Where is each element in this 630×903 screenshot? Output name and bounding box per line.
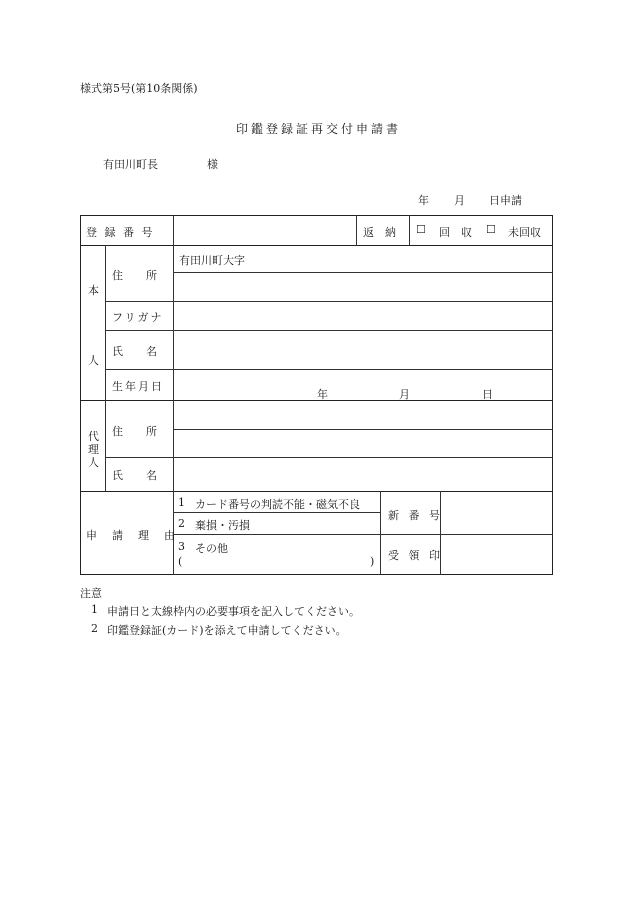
principal-address-label: 住 所: [112, 269, 163, 282]
agent-address-field[interactable]: [176, 403, 550, 455]
agent-name-field[interactable]: [176, 460, 550, 488]
new-number-field[interactable]: [443, 494, 550, 531]
furigana-field[interactable]: [176, 303, 550, 328]
furigana-label: フリガナ: [112, 311, 164, 324]
new-number-label: 新 番 号: [388, 509, 443, 522]
principal-address-prefill: 有田川町大字: [179, 254, 245, 267]
principal-address-field[interactable]: [176, 273, 550, 299]
birthdate-label: 生年月日: [112, 380, 164, 393]
checkbox-collected[interactable]: ☐: [416, 223, 426, 236]
date-day-label: 日申請: [489, 194, 522, 207]
notes-heading: 注意: [80, 587, 102, 600]
principal-label-bottom: 人: [88, 354, 99, 367]
agent-label-1: 代: [88, 430, 99, 443]
other-reason-paren-open: (: [178, 555, 183, 568]
other-reason-paren-close: ): [370, 555, 375, 568]
honorific: 様: [207, 158, 218, 171]
agent-label-3: 人: [88, 456, 99, 469]
registration-number-field[interactable]: [176, 218, 352, 242]
principal-name-label: 氏 名: [112, 345, 163, 358]
agent-address-label: 住 所: [112, 425, 163, 438]
principal-name-field[interactable]: [176, 332, 550, 366]
note-1-num: 1: [91, 603, 98, 616]
other-reason-field[interactable]: [186, 553, 366, 571]
agent-name-label: 氏 名: [112, 469, 163, 482]
return-label: 返 納: [363, 226, 396, 239]
birthdate-day-label: 日: [482, 388, 493, 401]
reason-option-3-num: 3: [178, 540, 185, 553]
reason-option-1-num: 1: [178, 496, 185, 509]
checkbox-not-collected[interactable]: ☐: [486, 223, 496, 236]
not-collected-label: 未回収: [508, 226, 541, 239]
date-month-label: 月: [454, 194, 465, 207]
birthdate-year-label: 年: [317, 388, 328, 401]
note-1-text: 申請日と太線枠内の必要事項を記入してください。: [107, 605, 360, 618]
receipt-seal-label: 受 領 印: [388, 549, 443, 562]
birthdate-month-label: 月: [399, 388, 410, 401]
page-title: 印鑑登録証再交付申請書: [236, 122, 402, 136]
registration-number-label: 登 録 番 号: [86, 226, 155, 239]
receipt-seal-field[interactable]: [443, 537, 550, 572]
reason-option-3[interactable]: その他: [195, 542, 228, 555]
note-2-text: 印鑑登録証(カード)を添えて申請してください。: [107, 624, 347, 637]
reason-label: 申 請 理 由: [86, 529, 177, 542]
addressee: 有田川町長: [103, 158, 158, 171]
reason-option-2-num: 2: [178, 517, 185, 530]
form-number: 様式第5号(第10条関係): [80, 82, 198, 95]
agent-label-2: 理: [88, 443, 99, 456]
date-year-label: 年: [418, 194, 429, 207]
collected-label: 回 収: [439, 226, 472, 239]
reason-option-2[interactable]: 棄損・汚損: [195, 519, 250, 532]
principal-label-top: 本: [88, 284, 99, 297]
note-2-num: 2: [91, 622, 98, 635]
reason-option-1[interactable]: カード番号の判読不能・磁気不良: [195, 498, 360, 511]
